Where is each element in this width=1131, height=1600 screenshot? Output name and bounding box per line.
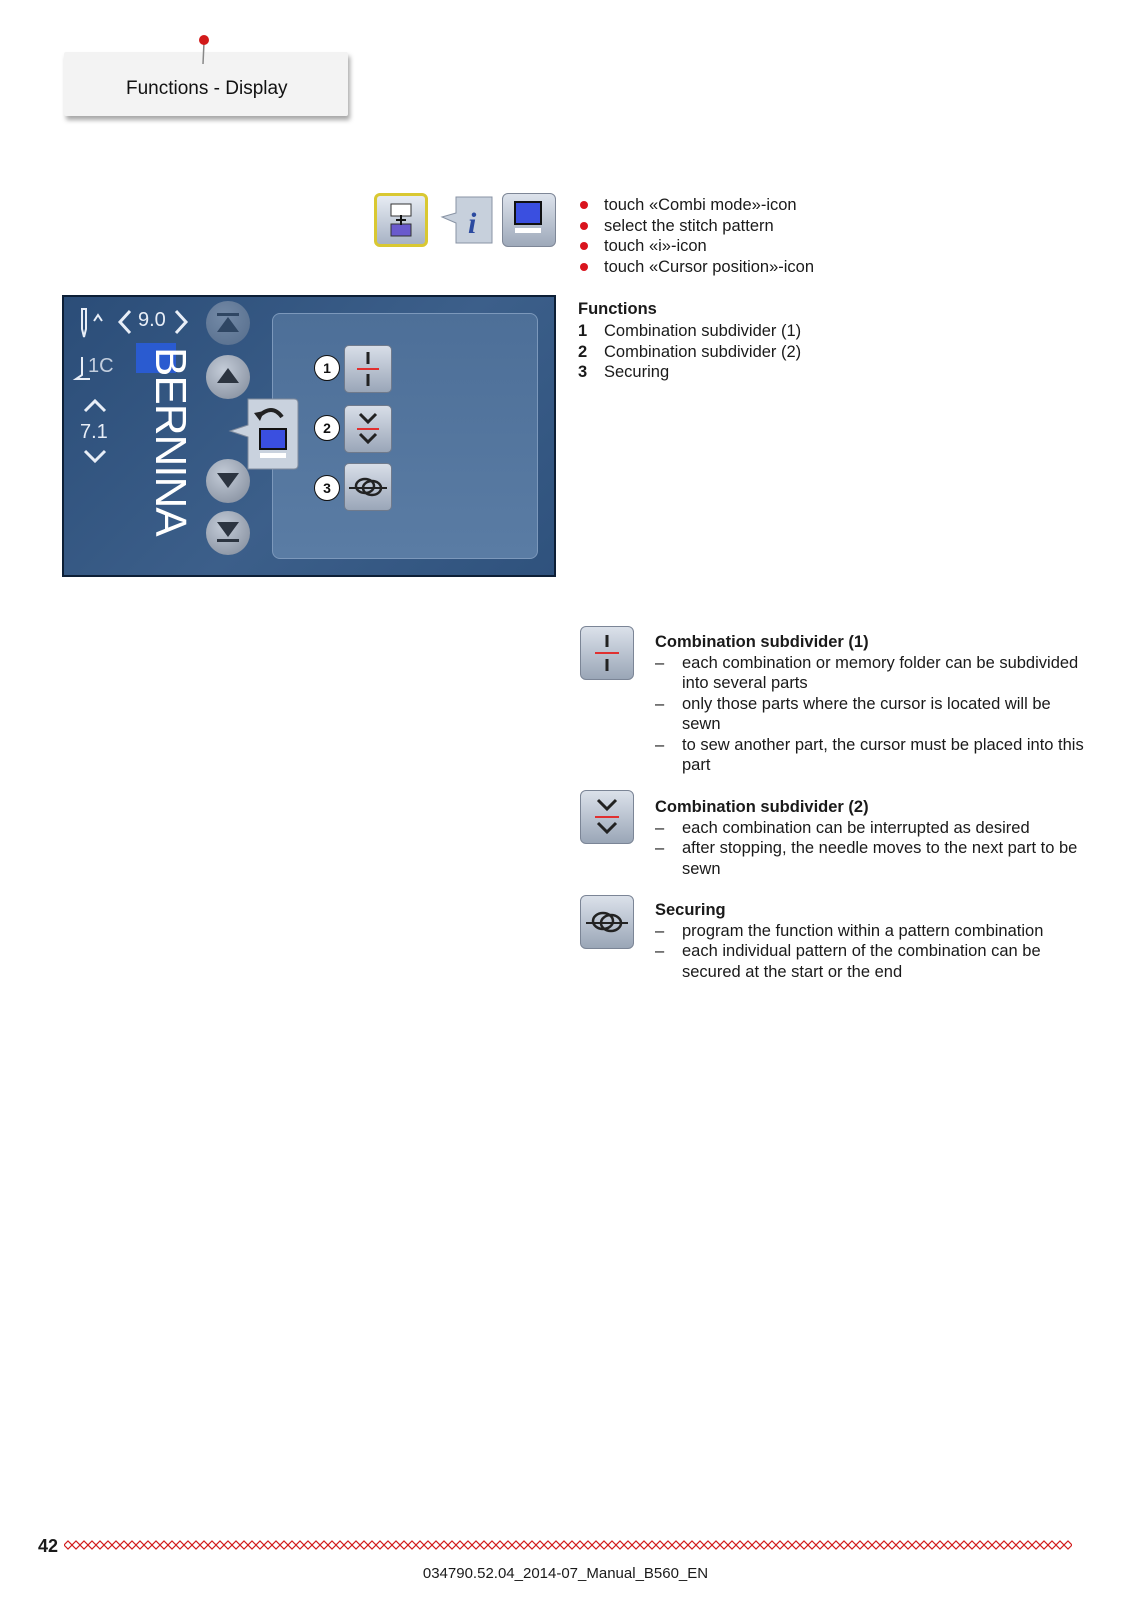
- step-item: touch «Cursor position»-icon: [578, 257, 814, 278]
- info-icon[interactable]: [440, 193, 494, 247]
- function-label: Securing: [604, 363, 670, 381]
- function-number: 3: [578, 363, 588, 381]
- pattern-preview: [136, 343, 195, 555]
- function-label: Combination subdivider (2): [604, 342, 802, 361]
- combination-subdivider-2-button[interactable]: [344, 405, 392, 453]
- function-number: 1: [578, 322, 588, 340]
- svg-text:i: i: [468, 207, 477, 240]
- function-number: 2: [578, 342, 588, 361]
- functions-list: [578, 321, 801, 383]
- description-item: – each individual pattern of the combination can be secured at the start or the end: [655, 941, 1085, 982]
- pattern-text: BERNINA: [146, 347, 195, 536]
- description-title: Combination subdivider (2): [655, 798, 869, 816]
- description-item: – each combination can be interrupted as desired: [655, 818, 1085, 839]
- decorative-border: [64, 1538, 1072, 1552]
- description-title: Securing: [655, 901, 726, 919]
- function-item: [578, 362, 801, 383]
- chevron-left-icon[interactable]: [116, 309, 134, 335]
- section-title: Functions - Display: [126, 78, 288, 99]
- description-item: – after stopping, the needle moves to the next part to be sewn: [655, 838, 1085, 879]
- description-securing: [655, 900, 1085, 982]
- securing-icon: [580, 895, 634, 949]
- functions-heading: Functions: [578, 300, 657, 318]
- scroll-top-button[interactable]: [206, 301, 250, 345]
- cursor-position-icon[interactable]: [502, 193, 556, 247]
- function-panel: [272, 313, 538, 559]
- stitch-width-value: 9.0: [138, 309, 166, 331]
- chevron-down-icon[interactable]: [82, 447, 108, 465]
- page-number: 42: [38, 1536, 59, 1556]
- description-subdivider-2: [655, 797, 1085, 879]
- function-item: [578, 342, 801, 363]
- description-subdivider-1: [655, 632, 1085, 776]
- description-item: – to sew another part, the cursor must be placed into this part: [655, 735, 1085, 776]
- machine-display-screenshot: [62, 295, 556, 577]
- chevron-right-icon[interactable]: [172, 309, 190, 335]
- stitch-length-value: 7.1: [80, 421, 108, 443]
- description-item: – program the function within a pattern combination: [655, 921, 1085, 942]
- combination-subdivider-2-icon: [580, 790, 634, 844]
- instruction-steps: [578, 195, 814, 277]
- function-item: [578, 321, 801, 342]
- combination-subdivider-1-icon: [580, 626, 634, 680]
- securing-button[interactable]: [344, 463, 392, 511]
- description-item: – only those parts where the cursor is located will be sewn: [655, 694, 1085, 735]
- document-id: 034790.52.04_2014-07_Manual_B560_EN: [422, 1565, 709, 1582]
- needle-icon: [74, 307, 108, 341]
- description-item: – each combination or memory folder can be subdivided into several parts: [655, 653, 1085, 694]
- function-label: Combination subdivider (1): [604, 322, 802, 340]
- callout-1: 1: [314, 355, 340, 381]
- combi-mode-icon[interactable]: [374, 193, 428, 247]
- pushpin-icon: [197, 34, 211, 66]
- step-item: touch «Combi mode»-icon: [578, 195, 814, 216]
- combination-subdivider-1-button[interactable]: [344, 345, 392, 393]
- description-title: Combination subdivider (1): [655, 633, 869, 651]
- chevron-up-icon[interactable]: [82, 397, 108, 415]
- scroll-bottom-button[interactable]: [206, 511, 250, 555]
- callout-2: 2: [314, 415, 340, 441]
- step-item: touch «i»-icon: [578, 236, 814, 257]
- step-item: select the stitch pattern: [578, 216, 814, 237]
- callout-3: 3: [314, 475, 340, 501]
- cursor-position-tab[interactable]: [228, 395, 300, 473]
- scroll-up-button[interactable]: [206, 355, 250, 399]
- presser-foot-number: 1C: [88, 355, 114, 377]
